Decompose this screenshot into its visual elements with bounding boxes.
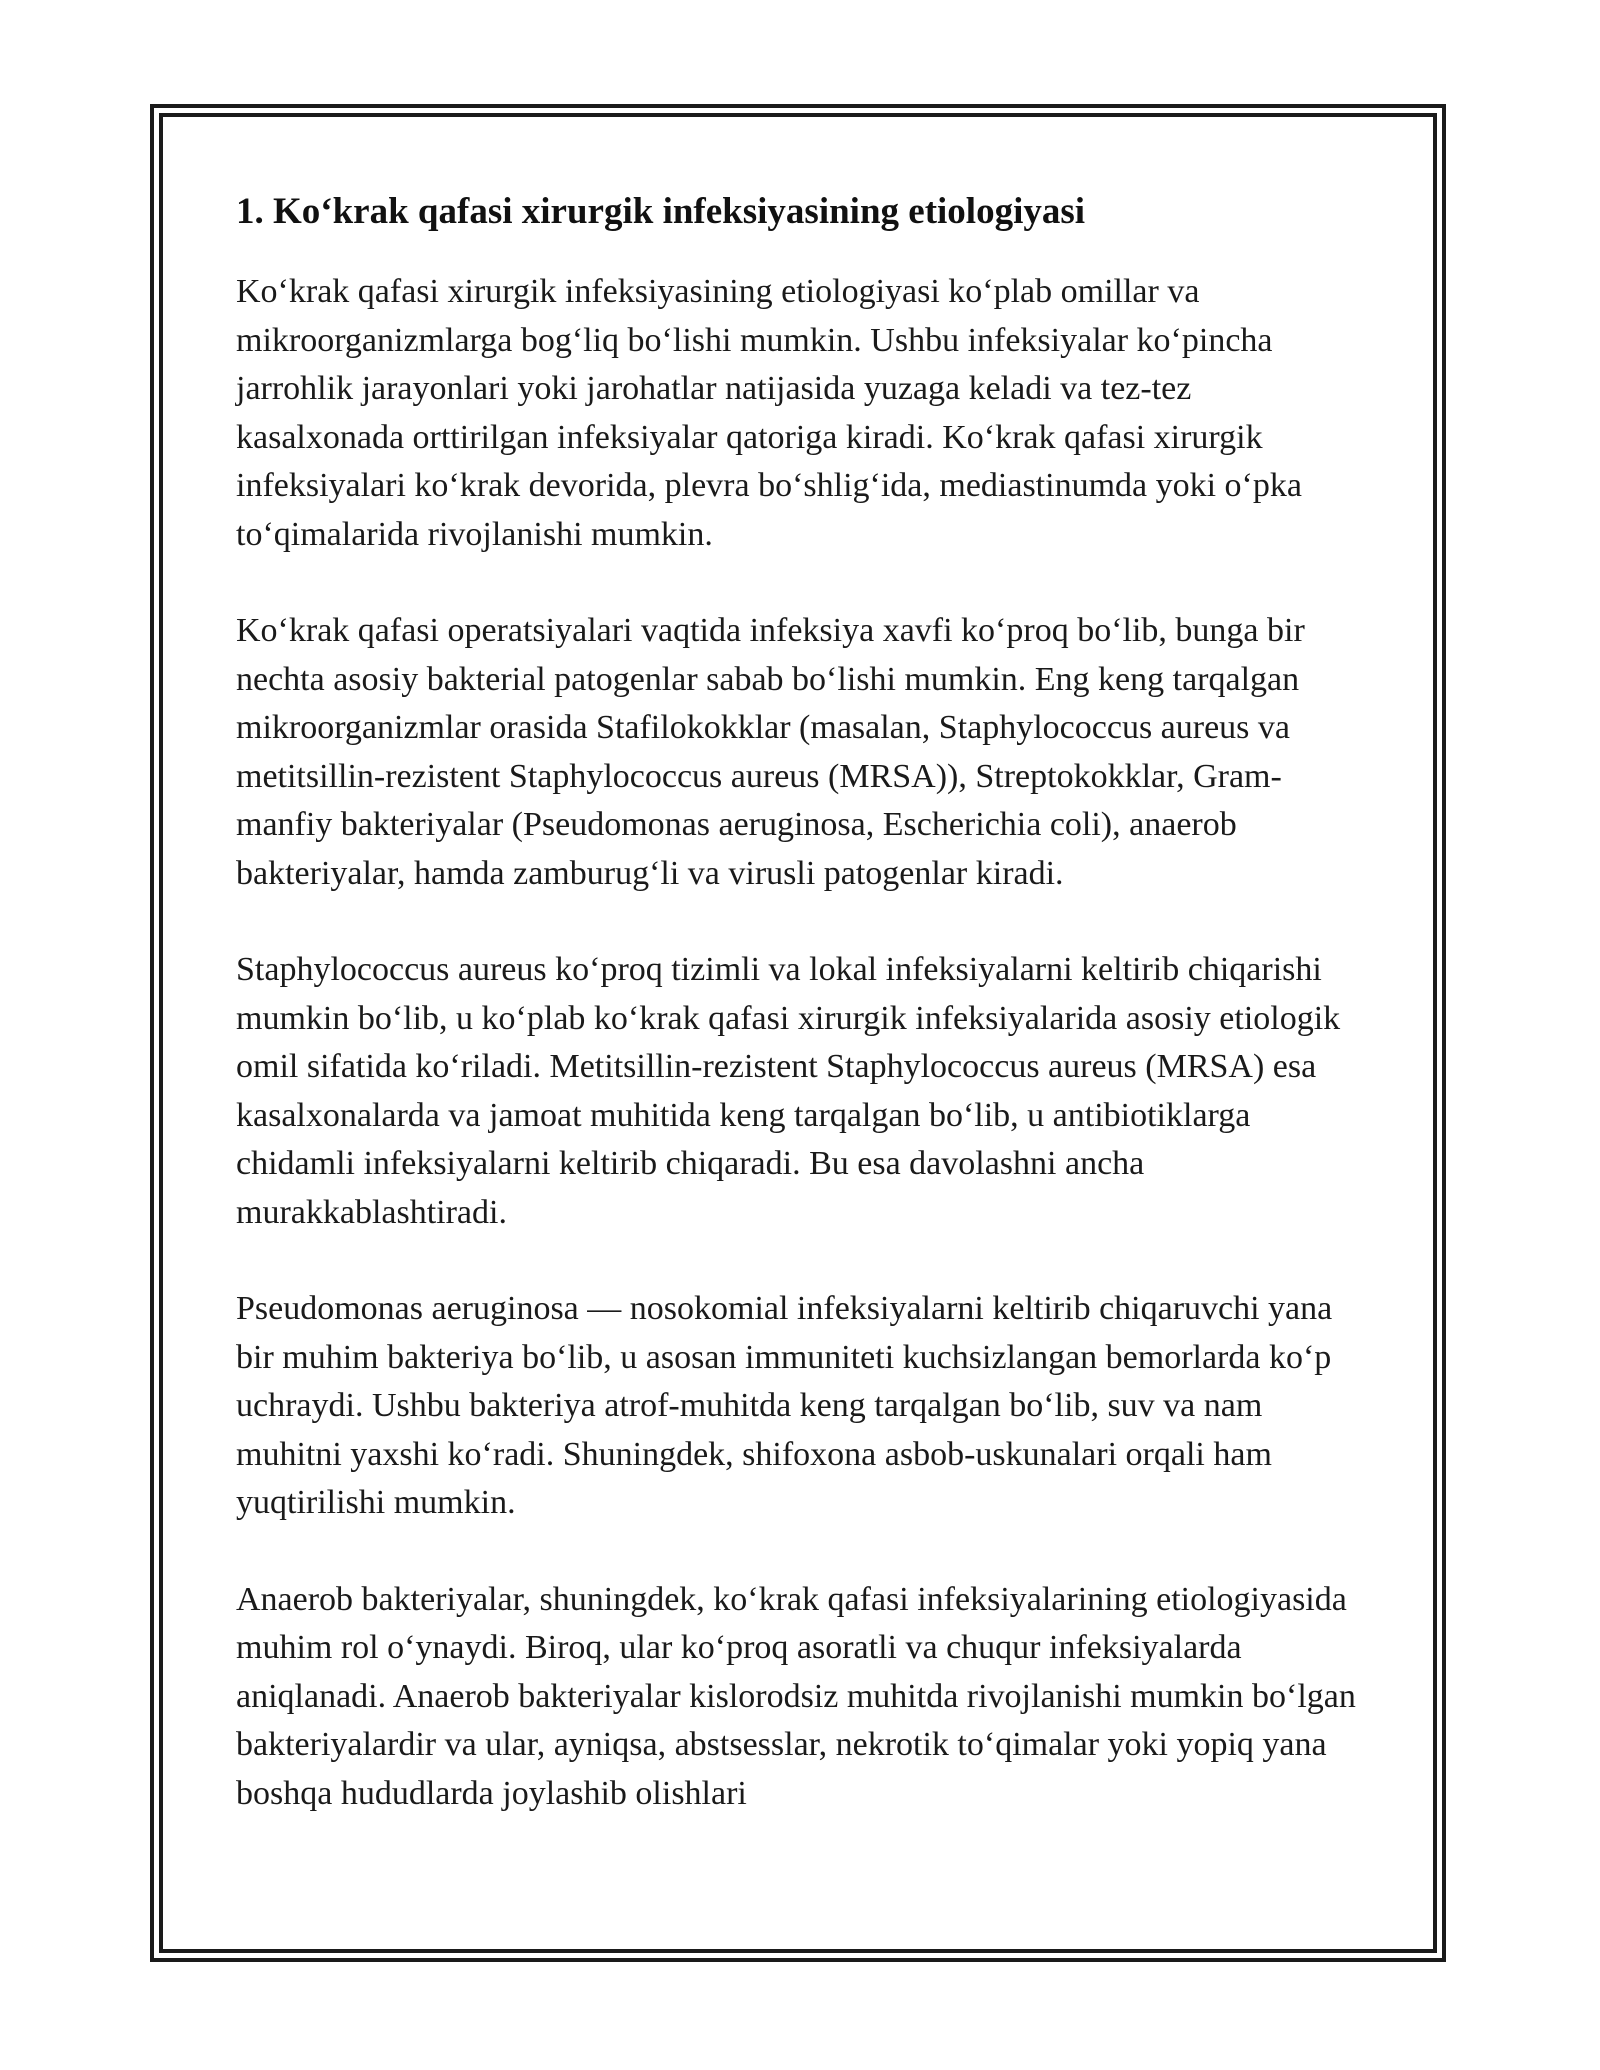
paragraph-pseudomonas: Pseudomonas aeruginosa — nosokomial infeksiyalarni keltirib chiqaruvchi yana bir muhim bakteriya bo‘lib, u asosan immuniteti kuchsizlangan bemorlarda ko‘p uchraydi. Ushbu bakteriya atrof-muhitda keng tarqalgan bo‘lib, suv va nam muhitni yaxshi ko‘radi. Shuningdek, shifoxona asbob-uskunalari orqali ham yuqtirilishi mumkin.	[236, 1290, 1333, 1521]
paragraph-etiology-intro: Ko‘krak qafasi xirurgik infeksiyasining etiologiyasi ko‘plab omillar va mikroorganizmlarga bog‘liq bo‘lishi mumkin. Ushbu infeksiyalar ko‘pincha jarrohlik jarayonlari yoki jarohatlar natijasida yuzaga keladi va tez-tez kasalxonada orttirilgan infeksiyalar qatoriga kiradi. Ko‘krak qafasi xirurgik infeksiyalari ko‘krak devorida, plevra bo‘shlig‘ida, mediastinumda yoki o‘pka to‘qimalarida rivojlanishi mumkin.	[236, 273, 1302, 553]
section-heading: 1. Ko‘krak qafasi xirurgik infeksiyasining etiologiyasi	[236, 191, 1086, 232]
paragraph-anaerobes: Anaerob bakteriyalar, shuningdek, ko‘krak qafasi infeksiyalarining etiologiyasida muhim rol o‘ynaydi. Biroq, ular ko‘proq asoratli va chuqur infeksiyalarda aniqlanadi. Anaerob bakteriyalar kislorodsiz muhitda rivojlanishi mumkin bo‘lgan bakteriyalardir va ular, ayniqsa, abstsesslar, nekrotik to‘qimalar yoki yopiq yana boshqa hududlarda joylashib olishlari	[236, 1580, 1356, 1812]
paragraph-staphylococcus: Staphylococcus aureus ko‘proq tizimli va lokal infeksiyalarni keltirib chiqarishi mumkin bo‘lib, u ko‘plab ko‘krak qafasi xirurgik infeksiyalarida asosiy etiologik omil sifatida ko‘riladi. Metitsillin-rezistent Staphylococcus aureus (MRSA) esa kasalxonalarda va jamoat muhitida keng tarqalgan bo‘lib, u antibiotiklarga chidamli infeksiyalarni keltirib chiqaradi. Bu esa davolashni ancha murakkablashtiradi.	[236, 951, 1341, 1231]
document-body	[236, 188, 1366, 1866]
paragraph-pathogens: Ko‘krak qafasi operatsiyalari vaqtida infeksiya xavfi ko‘proq bo‘lib, bunga bir nechta asosiy bakterial patogenlar sabab bo‘lishi mumkin. Eng keng tarqalgan mikroorganizmlar orasida Stafilokokklar (masalan, Staphylococcus aureus va metitsillin-rezistent Staphylococcus aureus (MRSA)), Streptokokklar, Gram-manfiy bakteriyalar (Pseudomonas aeruginosa, Escherichia coli), anaerob bakteriyalar, hamda zamburug‘li va virusli patogenlar kiradi.	[236, 612, 1305, 892]
